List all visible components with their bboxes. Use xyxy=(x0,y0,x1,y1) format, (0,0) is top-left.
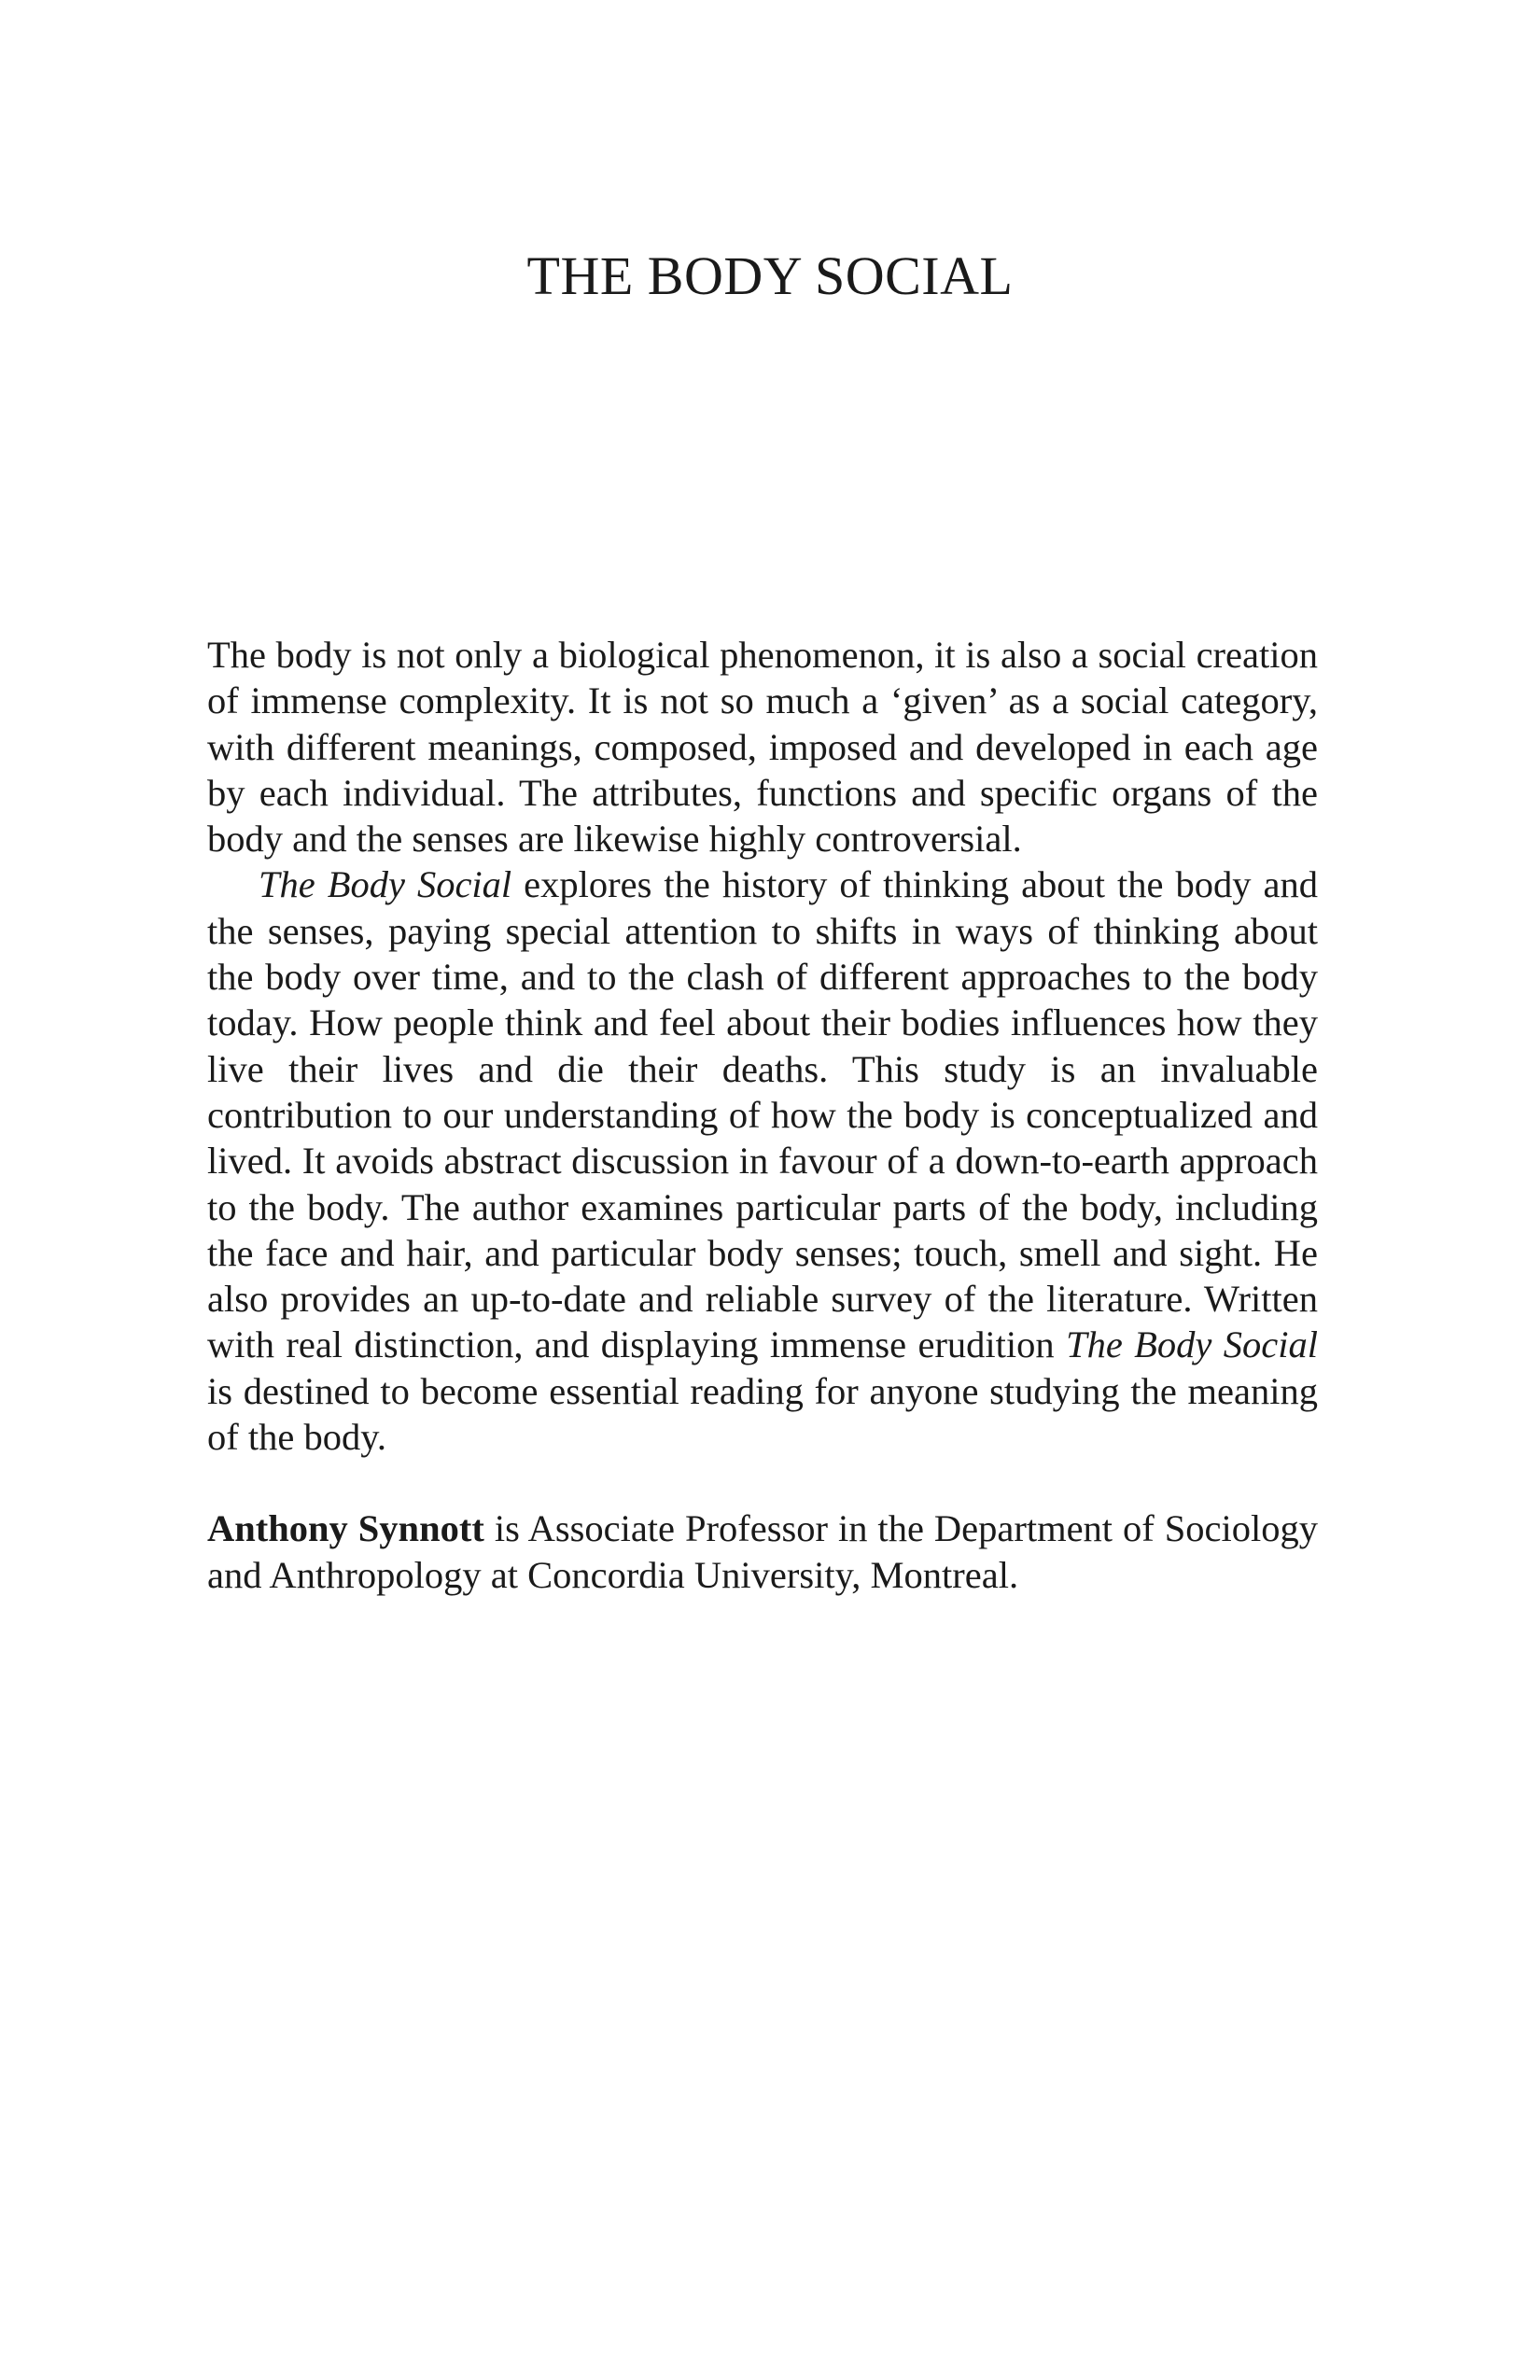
blurb-body xyxy=(207,632,1318,1598)
description-paragraph: The body is not only a biological phenomenon, it is also a social creation of immense complexity. It is not so much a ‘given’ as a social category, with different meanings, composed, imposed and developed in each age by each individual. The attributes, functions and specific organs of the body and the senses are likewise highly controversial. xyxy=(207,634,1318,861)
paragraph-text: explores the history of thinking about the body and the senses, paying special attention to shifts in ways of thinking about the body over time, and to the clash of different approaches to the body today. How people think and feel about their bodies influences how they live their lives and die their deaths. This study is an invaluable contribution to our understanding of how the body is conceptualized and lived. It avoids abstract discussion in favour of a down-to-earth approach to the body. The author examines particular parts of the body, including the face and hair, and particular body senses; touch, smell and sight. He also provides an up-to-date and reliable survey of the literature. Written with real distinction, and displaying immense erudition xyxy=(207,863,1318,1366)
author-bio xyxy=(207,1505,1318,1598)
book-title-italic: The Body Social xyxy=(1066,1323,1318,1366)
book-title-italic: The Body Social xyxy=(259,863,512,906)
author-name: Anthony Synnott xyxy=(207,1507,484,1550)
author-bio-text: is Associate Professor in the Department of Sociology and Anthropology at Concordia University, Montreal. xyxy=(207,1507,1319,1596)
description-paragraph-2 xyxy=(207,861,1318,1460)
paragraph-text: is destined to become essential reading for anyone studying the meaning of the body. xyxy=(207,1369,1318,1459)
page-title: THE BODY SOCIAL xyxy=(526,245,1014,306)
